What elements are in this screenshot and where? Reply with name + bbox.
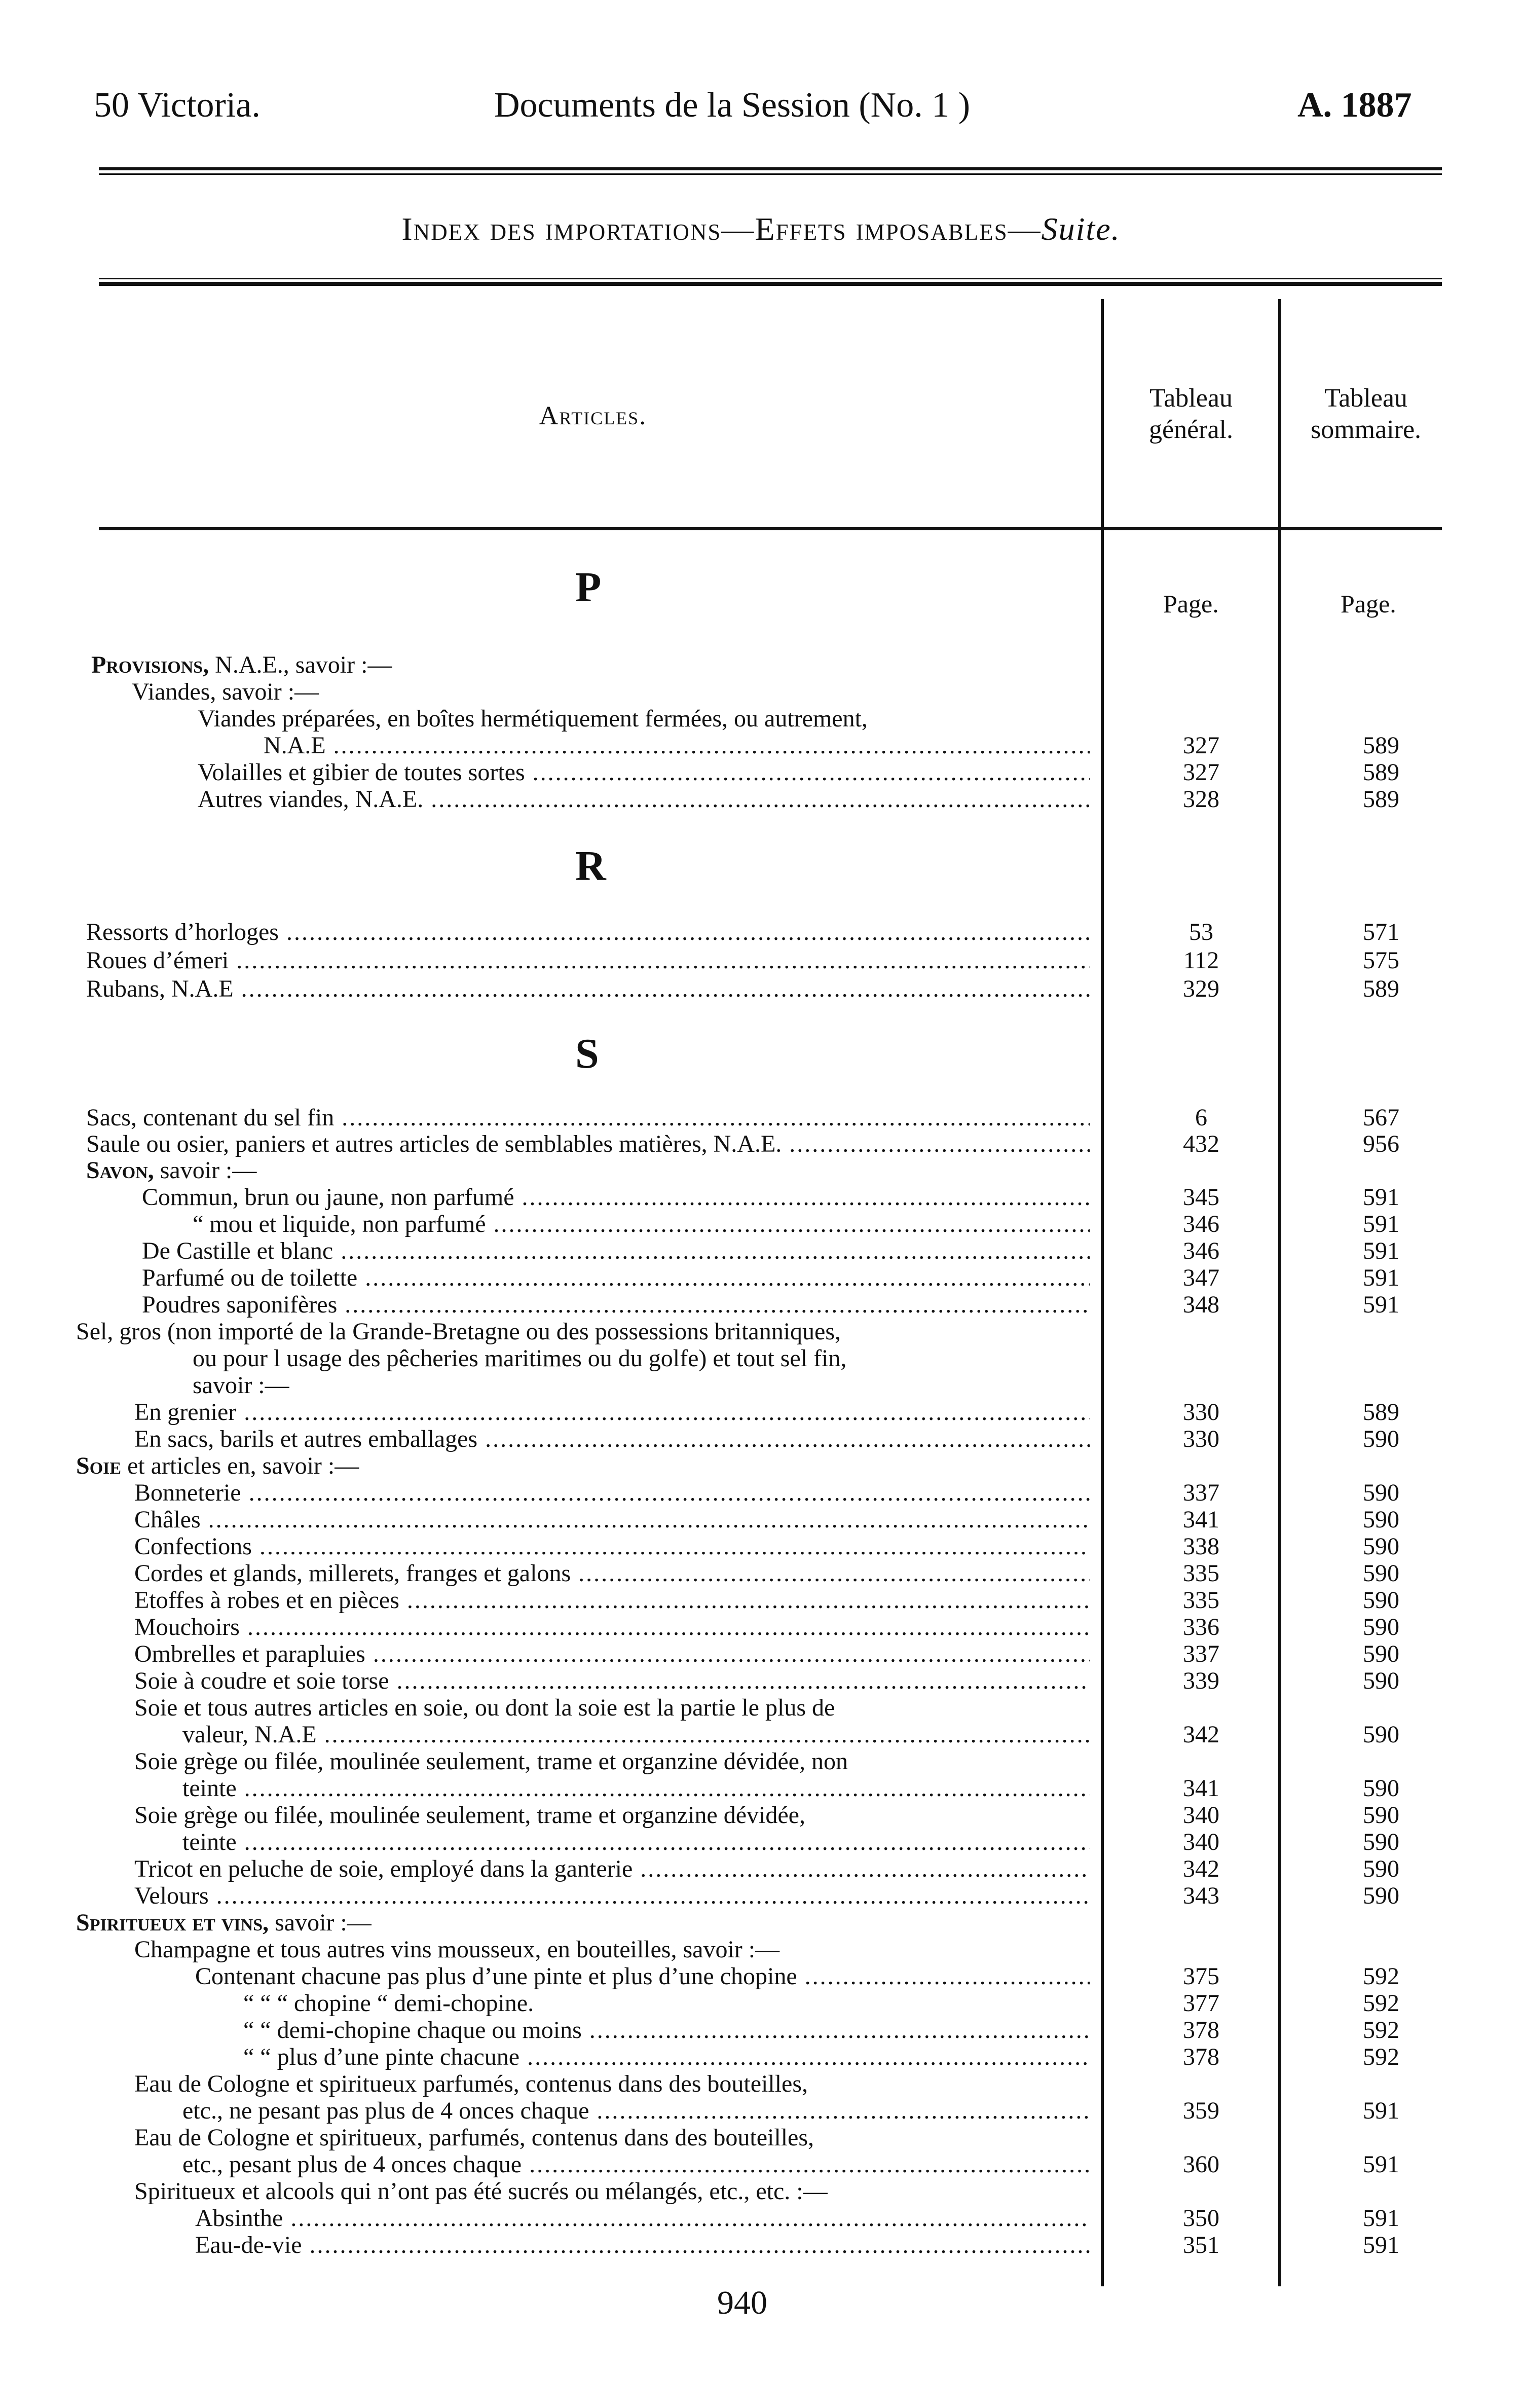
article-text: valeur, N.A.E — [182, 1721, 317, 1748]
table-row — [0, 1130, 1522, 1158]
tableau-sommaire-page: 589 — [1363, 786, 1399, 813]
table-row — [0, 759, 1522, 786]
article-label — [195, 1963, 1090, 1990]
table-row — [0, 1775, 1522, 1802]
tableau-sommaire-page: 592 — [1363, 1963, 1399, 1990]
article-text: Viandes préparées, en boîtes hermétiquement fermées, ou autrement, — [198, 705, 868, 732]
article-text: Contenant chacune pas plus d’une pinte et plus d’une chopine — [195, 1963, 797, 1990]
article-text: Spiritueux et alcools qui n’ont pas été sucrés ou mélangés, etc., etc. :— — [134, 2178, 828, 2205]
tableau-general-page: 339 — [1183, 1667, 1219, 1694]
article-text: savoir :— — [193, 1372, 289, 1399]
article-label — [134, 1855, 1090, 1883]
article-text: Volailles et gibier de toutes sortes — [198, 759, 525, 786]
article-text: N.A.E., savoir :— — [209, 651, 392, 678]
article-label — [86, 1130, 1090, 1158]
tableau-general-page: 336 — [1183, 1614, 1219, 1640]
article-label — [86, 975, 1090, 1003]
article-label — [182, 2151, 1090, 2178]
table-row — [0, 1184, 1522, 1211]
table-row — [0, 1533, 1522, 1560]
article-text: Mouchoirs — [134, 1614, 240, 1640]
tableau-sommaire-page: 591 — [1363, 2151, 1399, 2178]
article-label — [142, 1291, 1090, 1319]
tableau-sommaire-page: 590 — [1363, 1802, 1399, 1829]
tableau-general-page: 346 — [1183, 1211, 1219, 1237]
article-label — [195, 2205, 1090, 2232]
article-label — [182, 1721, 1090, 1748]
table-row — [0, 1990, 1522, 2017]
tableau-general-page: 330 — [1183, 1426, 1219, 1452]
article-text: ou pour l usage des pêcheries maritimes ou du golfe) et tout sel fin, — [193, 1345, 847, 1372]
article-text: Ressorts d’horloges — [86, 919, 279, 945]
tableau-general-page: 53 — [1189, 919, 1213, 945]
article-text: etc., pesant plus de 4 onces chaque — [182, 2151, 522, 2178]
table-row — [0, 2097, 1522, 2125]
article-label — [134, 1479, 1090, 1507]
article-label — [134, 1587, 1090, 1614]
table-row — [0, 1399, 1522, 1426]
article-text: et articles en, savoir :— — [121, 1452, 359, 1479]
table-row — [0, 786, 1522, 813]
article-label — [76, 1318, 1090, 1345]
article-label — [76, 1452, 1090, 1480]
article-text: Eau-de-vie — [195, 2232, 302, 2258]
tableau-sommaire-page: 590 — [1363, 1882, 1399, 1909]
table-row — [0, 732, 1522, 759]
tableau-sommaire-page: 591 — [1363, 1211, 1399, 1237]
tableau-sommaire-page: 567 — [1363, 1104, 1399, 1131]
article-text: teinte — [182, 1829, 237, 1855]
section-letter-s: S — [575, 1030, 599, 1077]
article-text: Confections — [134, 1533, 252, 1560]
article-text: Sel, gros (non importé de la Grande-Bretagne ou des possessions britanniques, — [76, 1318, 841, 1345]
table-row — [0, 1318, 1522, 1345]
article-text: teinte — [182, 1775, 237, 1802]
column-header-sommaire-line1: Tableau — [1324, 384, 1407, 413]
table-row — [0, 2124, 1522, 2151]
tableau-general-page: 6 — [1195, 1104, 1207, 1131]
table-row — [0, 2205, 1522, 2232]
article-text: Sacs, contenant du sel fin — [86, 1104, 335, 1131]
article-text: Eau de Cologne et spiritueux parfumés, contenus dans des bouteilles, — [134, 2070, 808, 2097]
article-text: Eau de Cologne et spiritueux, parfumés, contenus dans des bouteilles, — [134, 2124, 814, 2151]
table-row — [0, 1452, 1522, 1480]
tableau-sommaire-page: 590 — [1363, 1479, 1399, 1506]
article-label — [134, 2124, 1090, 2151]
table-row — [0, 1829, 1522, 1856]
tableau-general-page: 347 — [1183, 1264, 1219, 1291]
page-label-sommaire: Page. — [1341, 590, 1396, 618]
page-title-main: Index des importations—Effets imposables— — [401, 211, 1042, 247]
article-label — [86, 947, 1090, 974]
article-label — [134, 1802, 1090, 1829]
tableau-general-page: 341 — [1183, 1506, 1219, 1533]
article-label — [142, 1264, 1090, 1292]
tableau-general-page: 375 — [1183, 1963, 1219, 1990]
article-label — [132, 678, 1090, 706]
article-text: Saule ou osier, paniers et autres articles de semblables matières, N.A.E. — [86, 1130, 782, 1157]
tableau-sommaire-page: 591 — [1363, 1237, 1399, 1264]
tableau-sommaire-page: 571 — [1363, 919, 1399, 945]
table-row — [0, 1372, 1522, 1399]
article-text: Bonneterie — [134, 1479, 241, 1506]
article-text: Autres viandes, N.A.E. — [198, 786, 424, 813]
tableau-sommaire-page: 590 — [1363, 1855, 1399, 1882]
tableau-sommaire-page: 592 — [1363, 2044, 1399, 2070]
tableau-general-page: 359 — [1183, 2097, 1219, 2124]
table-row — [0, 1560, 1522, 1587]
tableau-sommaire-page: 590 — [1363, 1533, 1399, 1560]
table-row — [0, 1157, 1522, 1184]
article-text: “ “ demi-chopine chaque ou moins — [243, 2017, 582, 2044]
article-label — [134, 1936, 1090, 1963]
tableau-general-page: 327 — [1183, 759, 1219, 786]
article-text: Ombrelles et parapluies — [134, 1640, 365, 1667]
column-header-tableau-general — [1110, 383, 1272, 446]
article-label — [243, 2017, 1090, 2044]
tableau-sommaire-page: 591 — [1363, 2232, 1399, 2258]
article-text: N.A.E — [264, 732, 326, 759]
tableau-sommaire-page: 956 — [1363, 1130, 1399, 1157]
tableau-general-page: 350 — [1183, 2205, 1219, 2232]
table-row — [0, 2178, 1522, 2205]
tableau-general-page: 342 — [1183, 1721, 1219, 1748]
article-label — [86, 1157, 1090, 1184]
tableau-general-page: 348 — [1183, 1291, 1219, 1318]
article-label — [134, 2178, 1090, 2205]
article-label — [182, 1829, 1090, 1856]
article-text: etc., ne pesant pas plus de 4 onces chaque — [182, 2097, 589, 2124]
article-label — [142, 1184, 1090, 1211]
table-row — [0, 1936, 1522, 1963]
title-rule-thin — [99, 278, 1442, 279]
tableau-sommaire-page: 592 — [1363, 1990, 1399, 2017]
table-row — [0, 947, 1522, 974]
header-year: A. 1887 — [1297, 86, 1412, 125]
article-label — [193, 1211, 1090, 1238]
header-session: 50 Victoria. — [94, 86, 261, 125]
tableau-general-page: 337 — [1183, 1640, 1219, 1667]
tableau-general-page: 432 — [1183, 1130, 1219, 1157]
article-text: “ mou et liquide, non parfumé — [193, 1211, 486, 1237]
article-text: Soie grège ou filée, moulinée seulement, trame et organzine dévidée, non — [134, 1748, 848, 1775]
tableau-sommaire-page: 589 — [1363, 975, 1399, 1002]
article-text: savoir :— — [154, 1157, 257, 1184]
table-row — [0, 2044, 1522, 2071]
tableau-sommaire-page: 589 — [1363, 732, 1399, 759]
article-text: Châles — [134, 1506, 201, 1533]
table-row — [0, 1211, 1522, 1238]
table-row — [0, 651, 1522, 679]
table-row — [0, 975, 1522, 1003]
table-row — [0, 1721, 1522, 1748]
column-header-sommaire-line2: sommaire. — [1310, 415, 1422, 444]
title-rule — [99, 282, 1442, 286]
page-title-suite: Suite. — [1041, 211, 1121, 247]
tableau-sommaire-page: 590 — [1363, 1775, 1399, 1802]
table-row — [0, 2070, 1522, 2098]
tableau-general-page: 335 — [1183, 1560, 1219, 1587]
table-row — [0, 1426, 1522, 1453]
table-row — [0, 1963, 1522, 1990]
article-text: En grenier — [134, 1399, 237, 1426]
tableau-general-page: 335 — [1183, 1587, 1219, 1614]
table-row — [0, 1855, 1522, 1883]
article-text: Commun, brun ou jaune, non parfumé — [142, 1184, 514, 1211]
article-text: Velours — [134, 1882, 209, 1909]
article-text: En sacs, barils et autres emballages — [134, 1426, 478, 1452]
page-label-general: Page. — [1163, 590, 1219, 618]
tableau-sommaire-page: 591 — [1363, 2205, 1399, 2232]
table-row — [0, 678, 1522, 706]
header-title: Documents de la Session (No. 1 ) — [494, 86, 971, 125]
tableau-general-page: 329 — [1183, 975, 1219, 1002]
article-label — [243, 2044, 1090, 2071]
article-label — [91, 651, 1090, 679]
tableau-sommaire-page: 592 — [1363, 2017, 1399, 2044]
table-row — [0, 1909, 1522, 1937]
article-heading: Savon, — [86, 1157, 154, 1184]
column-header-rule — [99, 527, 1442, 530]
table-row — [0, 1506, 1522, 1534]
tableau-sommaire-page: 590 — [1363, 1829, 1399, 1855]
tableau-general-page: 378 — [1183, 2017, 1219, 2044]
article-label — [76, 1909, 1090, 1937]
table-row — [0, 1694, 1522, 1722]
table-row — [0, 1264, 1522, 1292]
article-label — [134, 1399, 1090, 1426]
tableau-general-page: 343 — [1183, 1882, 1219, 1909]
page-number: 940 — [717, 2284, 767, 2321]
article-text: Etoffes à robes et en pièces — [134, 1587, 399, 1614]
table-row — [0, 1345, 1522, 1372]
article-label — [134, 1560, 1090, 1587]
article-label — [134, 1426, 1090, 1453]
tableau-sommaire-page: 591 — [1363, 1264, 1399, 1291]
article-text: Champagne et tous autres vins mousseux, en bouteilles, savoir :— — [134, 1936, 780, 1963]
article-label — [198, 786, 1090, 813]
article-text: Poudres saponifères — [142, 1291, 338, 1318]
column-header-general-line1: Tableau — [1149, 384, 1233, 413]
section-letter-r: R — [575, 843, 606, 890]
article-label — [182, 1775, 1090, 1802]
article-label — [134, 1667, 1090, 1695]
section-letter-p: P — [575, 564, 602, 611]
article-text: Cordes et glands, millerets, franges et galons — [134, 1560, 571, 1587]
table-row — [0, 2151, 1522, 2178]
article-label — [142, 1237, 1090, 1265]
table-row — [0, 1640, 1522, 1668]
table-row — [0, 1614, 1522, 1641]
tableau-general-page: 341 — [1183, 1775, 1219, 1802]
tableau-general-page: 337 — [1183, 1479, 1219, 1506]
article-label — [134, 1506, 1090, 1534]
article-label — [193, 1345, 1090, 1372]
tableau-general-page: 328 — [1183, 786, 1219, 813]
tableau-sommaire-page: 590 — [1363, 1506, 1399, 1533]
tableau-general-page: 346 — [1183, 1237, 1219, 1264]
tableau-general-page: 345 — [1183, 1184, 1219, 1211]
column-header-general-line2: général. — [1148, 415, 1233, 444]
table-row — [0, 1667, 1522, 1695]
article-label — [134, 1882, 1090, 1910]
article-label — [193, 1372, 1090, 1399]
article-text: Soie à coudre et soie torse — [134, 1667, 389, 1694]
tableau-general-page: 330 — [1183, 1399, 1219, 1426]
article-heading: Spiritueux et vins, — [76, 1909, 269, 1936]
article-label — [264, 732, 1090, 759]
tableau-general-page: 378 — [1183, 2044, 1219, 2070]
table-row — [0, 2232, 1522, 2259]
tableau-sommaire-page: 590 — [1363, 1560, 1399, 1587]
tableau-sommaire-page: 589 — [1363, 759, 1399, 786]
tableau-sommaire-page: 591 — [1363, 1184, 1399, 1211]
article-text: “ “ plus d’une pinte chacune — [243, 2044, 520, 2070]
article-label — [195, 2232, 1090, 2259]
article-label — [198, 705, 1090, 733]
article-text: Soie et tous autres articles en soie, ou dont la soie est la partie le plus de — [134, 1694, 835, 1721]
page-title — [0, 210, 1522, 248]
column-header-articles: Articles. — [539, 402, 647, 430]
article-text: Rubans, N.A.E — [86, 975, 234, 1002]
table-row — [0, 1237, 1522, 1265]
tableau-sommaire-page: 590 — [1363, 1721, 1399, 1748]
article-label — [134, 1640, 1090, 1668]
table-row — [0, 1802, 1522, 1829]
tableau-sommaire-page: 590 — [1363, 1640, 1399, 1667]
tableau-general-page: 340 — [1183, 1829, 1219, 1855]
article-heading: Soie — [76, 1452, 122, 1479]
tableau-general-page: 360 — [1183, 2151, 1219, 2178]
table-row — [0, 919, 1522, 946]
tableau-general-page: 342 — [1183, 1855, 1219, 1882]
table-row — [0, 705, 1522, 733]
tableau-sommaire-page: 590 — [1363, 1426, 1399, 1452]
table-row — [0, 1748, 1522, 1775]
tableau-general-page: 377 — [1183, 1990, 1219, 2017]
tableau-general-page: 338 — [1183, 1533, 1219, 1560]
article-text: Parfumé ou de toilette — [142, 1264, 358, 1291]
table-row — [0, 1587, 1522, 1614]
article-text: “ “ “ chopine “ demi-chopine. — [243, 1990, 534, 2017]
article-heading: Provisions, — [91, 651, 209, 678]
tableau-general-page: 112 — [1183, 947, 1219, 974]
article-text: Viandes, savoir :— — [132, 678, 319, 705]
header-rule-thin — [99, 173, 1442, 175]
article-label — [134, 1694, 1090, 1722]
article-text: Absinthe — [195, 2205, 283, 2232]
table-row — [0, 1479, 1522, 1507]
tableau-general-page: 351 — [1183, 2232, 1219, 2258]
article-text: Tricot en peluche de soie, employé dans la ganterie — [134, 1855, 633, 1882]
article-text: Soie grège ou filée, moulinée seulement, trame et organzine dévidée, — [134, 1802, 805, 1829]
article-text: savoir :— — [269, 1909, 372, 1936]
table-row — [0, 1882, 1522, 1910]
tableau-general-page: 340 — [1183, 1802, 1219, 1829]
table-row — [0, 1104, 1522, 1132]
header-rule — [99, 167, 1442, 170]
tableau-sommaire-page: 589 — [1363, 1399, 1399, 1426]
tableau-sommaire-page: 575 — [1363, 947, 1399, 974]
column-header-tableau-sommaire — [1280, 383, 1452, 446]
article-label — [198, 759, 1090, 786]
tableau-sommaire-page: 590 — [1363, 1667, 1399, 1694]
article-label — [182, 2097, 1090, 2125]
article-label — [134, 1533, 1090, 1560]
article-label — [86, 919, 1090, 946]
tableau-general-page: 327 — [1183, 732, 1219, 759]
tableau-sommaire-page: 590 — [1363, 1587, 1399, 1614]
table-row — [0, 1291, 1522, 1319]
tableau-sommaire-page: 590 — [1363, 1614, 1399, 1640]
article-label — [243, 1990, 1090, 2017]
article-label — [134, 1614, 1090, 1641]
tableau-sommaire-page: 591 — [1363, 1291, 1399, 1318]
article-label — [86, 1104, 1090, 1132]
table-row — [0, 2017, 1522, 2044]
article-label — [134, 1748, 1090, 1775]
article-text: Roues d’émeri — [86, 947, 229, 974]
article-label — [134, 2070, 1090, 2098]
article-text: De Castille et blanc — [142, 1237, 333, 1264]
tableau-sommaire-page: 591 — [1363, 2097, 1399, 2124]
